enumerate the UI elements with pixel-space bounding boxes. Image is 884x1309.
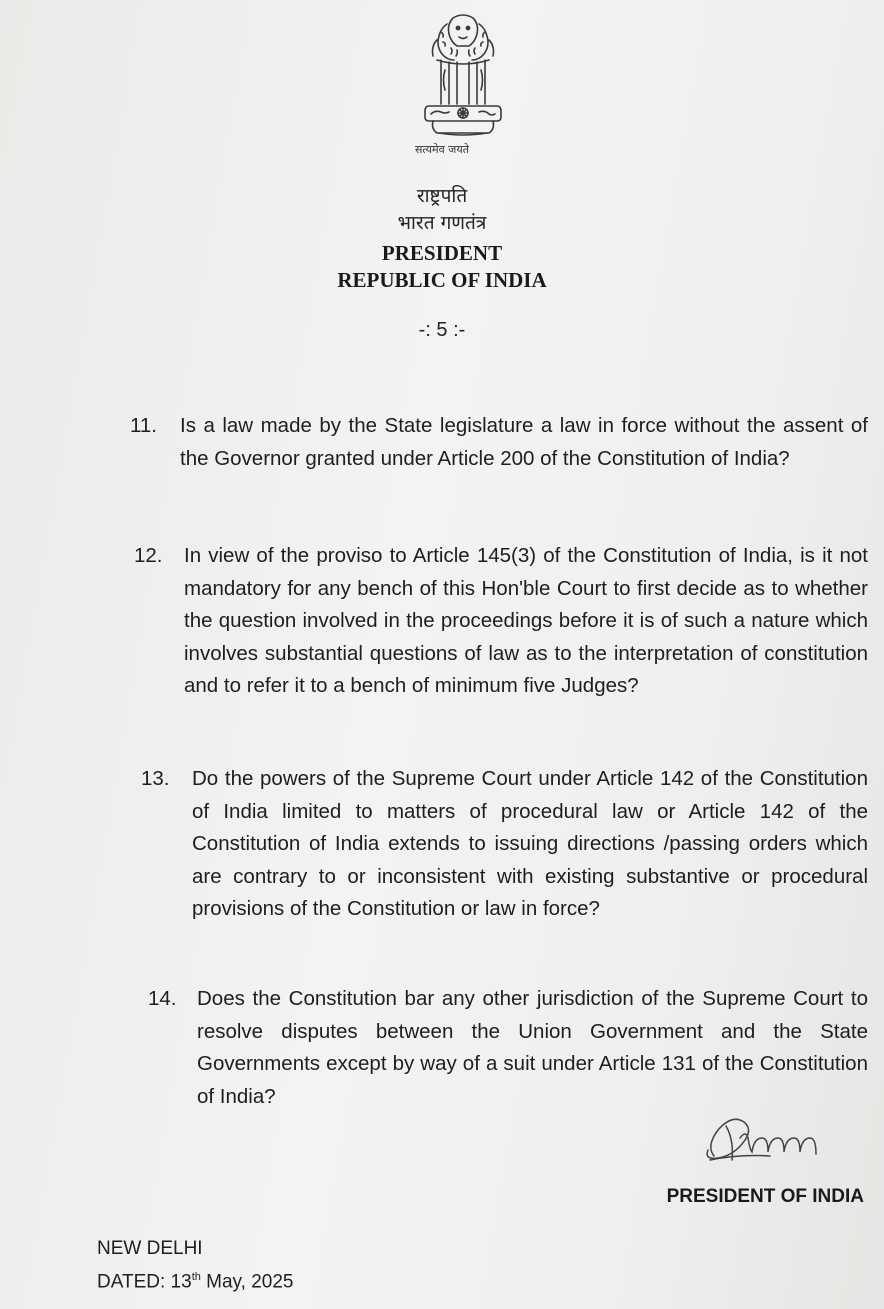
date-ordinal: th — [191, 1271, 201, 1283]
question-item — [141, 763, 868, 926]
letterhead-subtitle: REPUBLIC OF INDIA — [337, 268, 547, 292]
question-number: 12. — [134, 544, 163, 567]
date-suffix: May, 2025 — [200, 1271, 294, 1293]
letterhead-title: PRESIDENT — [381, 241, 503, 265]
emblem-motto: सत्यमेव जयते — [414, 143, 469, 156]
question-item — [130, 410, 868, 475]
question-item — [134, 540, 868, 703]
handwritten-signature — [700, 1108, 860, 1178]
place-and-date — [97, 1234, 293, 1296]
hindi-title-line1: राष्ट्रपति — [416, 185, 468, 207]
question-text: Is a law made by the State legislature a law in force without the assent of the Governor granted under Article 200 of the Constitution of India? — [180, 414, 868, 470]
place-line: NEW DELHI — [97, 1238, 203, 1259]
question-number: 13. — [141, 767, 170, 790]
page-number: -: 5 :- — [418, 319, 466, 341]
question-item — [148, 983, 868, 1113]
question-number: 11. — [130, 414, 157, 437]
question-text: In view of the proviso to Article 145(3) of the Constitution of India, is it not mandatory for any bench of this Hon'ble Court to first decide as to whether the question involved in the proceedings before it is of such a nature which involves substantial questions of law as to the interpretation of constitution and to refer it to a bench of minimum five Judges? — [184, 544, 868, 697]
question-text: Do the powers of the Supreme Court under Article 142 of the Constitution of India limited to matters of procedural law or Article 142 of the Constitution of India extends to issuing directions /passing orders which are contrary to or inconsistent with existing substantive or procedural provisions of the Constitution or law in force? — [192, 767, 868, 920]
signatory-title: PRESIDENT OF INDIA — [666, 1186, 864, 1207]
date-prefix: DATED: 13 — [97, 1271, 192, 1293]
date-line — [97, 1263, 293, 1296]
hindi-title-line2: भारत गणतंत्र — [397, 212, 487, 234]
question-text: Does the Constitution bar any other jurisdiction of the Supreme Court to resolve disputes between the Union Government and the State Governments except by way of a suit under Article 131 of the Constitution of India? — [197, 987, 868, 1108]
state-emblem-icon — [417, 10, 509, 162]
question-number: 14. — [148, 987, 177, 1010]
